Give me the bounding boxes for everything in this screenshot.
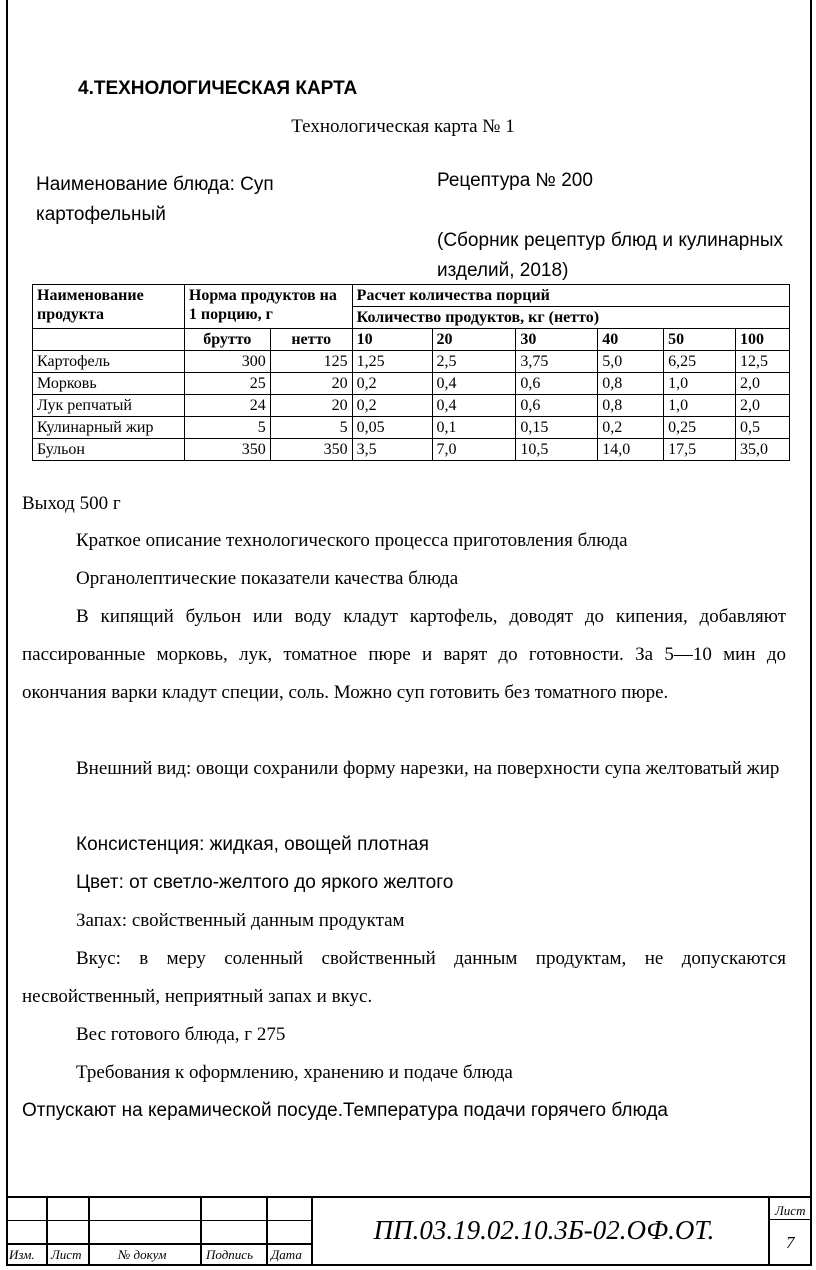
stamp-sign: Подпись	[206, 1247, 253, 1262]
header-portion: 20	[432, 329, 516, 351]
cell-quantity: 0,4	[432, 395, 516, 417]
cell-quantity: 2,5	[432, 351, 516, 373]
header-portion: 40	[598, 329, 664, 351]
appearance: Внешний вид: овощи сохранили форму нарезки, на поверхности супа желтоватый жир	[76, 758, 780, 779]
organoleptic-title: Органолептические показатели качества блюда	[76, 568, 459, 589]
cell-quantity: 0,25	[664, 417, 736, 439]
cell-quantity: 0,05	[352, 417, 432, 439]
cell-net: 350	[270, 439, 352, 461]
cell-quantity: 6,25	[664, 351, 736, 373]
cell-quantity: 0,6	[516, 373, 598, 395]
cell-quantity: 0,2	[598, 417, 664, 439]
table-row	[33, 351, 790, 373]
header-portion: 50	[664, 329, 736, 351]
header-net: нетто	[270, 329, 352, 351]
cell-quantity: 3,5	[352, 439, 432, 461]
stamp-col-line	[768, 1196, 770, 1266]
cell-quantity: 2,0	[736, 373, 790, 395]
section-heading: 4.ТЕХНОЛОГИЧЕСКАЯ КАРТА	[78, 78, 358, 99]
stamp-date: Дата	[271, 1247, 302, 1262]
cell-quantity: 0,1	[432, 417, 516, 439]
header-qty: Количество продуктов, кг (нетто)	[352, 307, 789, 329]
cell-quantity: 35,0	[736, 439, 790, 461]
stamp-col-line	[88, 1196, 90, 1266]
dish-weight: Вес готового блюда, г 275	[76, 1024, 286, 1045]
cell-quantity: 17,5	[664, 439, 736, 461]
yield: Выход 500 г	[22, 493, 121, 514]
recipe-source: (Сборник рецептур блюд и кулинарных изделий, 2018)	[437, 230, 783, 281]
cell-quantity: 0,4	[432, 373, 516, 395]
color: Цвет: от светло-желтого до яркого желтого	[76, 872, 454, 893]
serving-dishware: Отпускают на керамической посуде.	[22, 1100, 344, 1121]
process-description: В кипящий бульон или воду кладут картофель, доводят до кипения, добавляют пассированные морковь, лук, томатное пюре и варят до готовности. За 5—10 мин до окончания варки кладут специи, соль. Можно суп готовить без томатного пюре.	[22, 606, 786, 703]
cell-gross: 5	[184, 417, 270, 439]
recipe-table	[32, 284, 790, 461]
cell-gross: 24	[184, 395, 270, 417]
taste: Вкус: в меру соленный свойственный данным продуктам, не допускаются несвойственный, неприятный запах и вкус.	[22, 948, 786, 1007]
cell-quantity: 0,8	[598, 395, 664, 417]
cell-quantity: 3,75	[516, 351, 598, 373]
serving-temperature: Температура подачи горячего блюда	[343, 1100, 668, 1121]
stamp-col-line	[266, 1196, 268, 1266]
cell-name: Лук репчатый	[33, 395, 185, 417]
stamp-col-line	[200, 1196, 202, 1266]
serving	[22, 1092, 668, 1130]
process-title: Краткое описание технологического процесса приготовления блюда	[76, 530, 628, 551]
table-row	[33, 373, 790, 395]
document-number: ПП.03.19.02.10.3Б-02.ОФ.ОТ.	[373, 1215, 715, 1245]
header-portion: 100	[736, 329, 790, 351]
header-gross: брутто	[184, 329, 270, 351]
cell-quantity: 1,25	[352, 351, 432, 373]
cell-quantity: 0,2	[352, 395, 432, 417]
cell-quantity: 14,0	[598, 439, 664, 461]
header-calc: Расчет количества порций	[352, 285, 789, 307]
header-product: Наименование продукта	[33, 285, 185, 329]
cell-quantity: 1,0	[664, 373, 736, 395]
cell-name: Кулинарный жир	[33, 417, 185, 439]
cell-gross: 300	[184, 351, 270, 373]
cell-net: 5	[270, 417, 352, 439]
card-title: Технологическая карта № 1	[291, 116, 515, 137]
header-portion: 10	[352, 329, 432, 351]
stamp-izm: Изм.	[9, 1247, 35, 1262]
cell-quantity: 12,5	[736, 351, 790, 373]
cell-quantity: 7,0	[432, 439, 516, 461]
stamp-col-line	[311, 1196, 313, 1266]
cell-quantity: 1,0	[664, 395, 736, 417]
stamp-top-line	[6, 1196, 812, 1198]
cell-quantity: 10,5	[516, 439, 598, 461]
stamp-col-line	[46, 1196, 48, 1266]
table-row	[33, 439, 790, 461]
smell: Запах: свойственный данным продуктам	[76, 910, 405, 931]
sheet-label: Лист	[775, 1203, 806, 1218]
cell-quantity: 0,8	[598, 373, 664, 395]
cell-net: 20	[270, 395, 352, 417]
stamp-sheet-line	[768, 1219, 812, 1220]
sheet-number: 7	[786, 1233, 795, 1252]
cell-net: 20	[270, 373, 352, 395]
table-row	[33, 395, 790, 417]
cell-name: Картофель	[33, 351, 185, 373]
cell-name: Морковь	[33, 373, 185, 395]
recipe-number: Рецептура № 200	[437, 170, 593, 191]
cell-quantity: 0,15	[516, 417, 598, 439]
requirements-title: Требования к оформлению, хранению и подаче блюда	[76, 1062, 513, 1083]
header-portion: 30	[516, 329, 598, 351]
cell-name: Бульон	[33, 439, 185, 461]
header-norm: Норма продуктов на 1 порцию, г	[184, 285, 352, 329]
consistency: Консистенция: жидкая, овощей плотная	[76, 834, 429, 855]
table-row	[33, 417, 790, 439]
cell-net: 125	[270, 351, 352, 373]
stamp-doc: № докум	[118, 1247, 167, 1262]
cell-quantity: 2,0	[736, 395, 790, 417]
header-empty	[33, 329, 185, 351]
dish-name: Наименование блюда: Суп картофельный	[36, 174, 274, 225]
stamp-list: Лист	[51, 1247, 82, 1262]
cell-quantity: 5,0	[598, 351, 664, 373]
cell-quantity: 0,5	[736, 417, 790, 439]
cell-gross: 25	[184, 373, 270, 395]
cell-quantity: 0,2	[352, 373, 432, 395]
cell-quantity: 0,6	[516, 395, 598, 417]
cell-gross: 350	[184, 439, 270, 461]
